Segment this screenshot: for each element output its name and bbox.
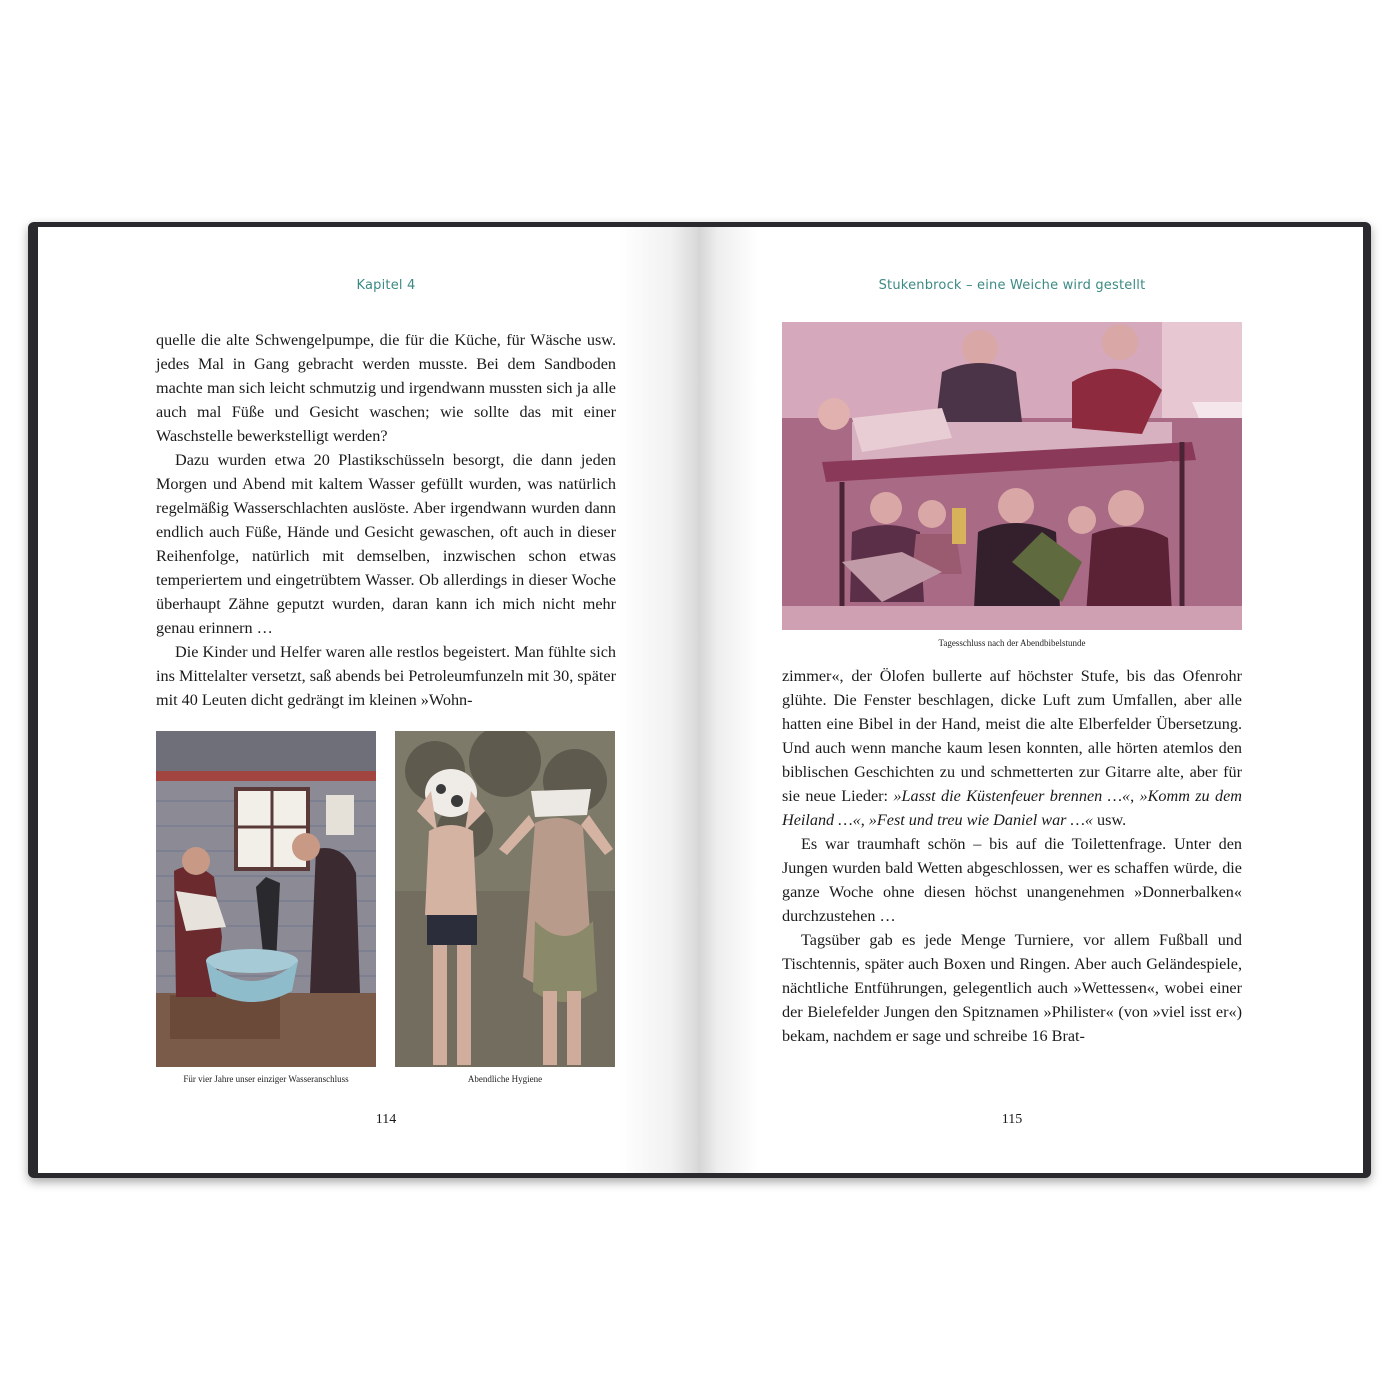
- left-paragraph: Dazu wurden etwa 20 Plastikschüsseln besorgt, die dann jeden Morgen und Abend mit kaltem Wasser gefüllt wurden, was natürlich regelmäßig Wasserschlachten auslöste. Aber irgendwann wurden dann endlich auch Füße, Hände und Gesicht gewaschen, oft auch in dieser Reihenfolge, natürlich mit demselben, inzwischen schon etwas temperiertem und eingetrübtem Wasser. Ob allerdings in dieser Woche überhaupt Zähne geputzt wurden, daran kann ich mich nicht mehr genau erinnern …: [156, 451, 616, 637]
- song-title: »Komm zu dem Heiland …«: [782, 787, 1242, 829]
- song-title: »Lasst die Küstenfeuer brennen …«: [893, 787, 1131, 805]
- separator: ,: [1130, 787, 1140, 805]
- running-header-left: Kapitel 4: [356, 278, 416, 293]
- left-paragraph: quelle die alte Schwengelpumpe, die für die Küche, für Wäsche usw. jedes Mal in Gang gebracht werden musste. Bei dem Sandboden machte man sich leicht schmutzig und irgendwann mussten sich ja alle auch mal Füße und Gesicht waschen; wie sollte das mit einer Waschstelle bewerkstelligt werden?: [156, 331, 616, 445]
- left-body-text: [156, 328, 616, 712]
- right-paragraph: Tagsüber gab es jede Menge Turniere, vor allem Fußball und Tischtennis, später auch Boxen und Ringen. Aber auch Geländespiele, nächtliche Entführungen, gelegentlich auch »Wettessen«, wobei einer der Bielefelder Jungen den Spitznamen »Philister« (von »viel isst er«) bekam, nachdem er sage und schreibe 16 Brat-: [782, 931, 1242, 1045]
- photo-caption: Abendliche Hygiene: [467, 1074, 543, 1084]
- right-paragraph: [782, 664, 1242, 832]
- separator: ,: [860, 811, 869, 829]
- paragraph-text: zimmer«, der Ölofen bullerte auf höchster Stufe, bis das Ofenrohr glühte. Die Fenster beschlagen, dicke Luft zum Umfallen, aber alle hatten eine Bibel in der Hand, meist die alte Elberfelder Übersetzung. Und auch wenn manche kaum lesen konnten, alle hörten atemlos den biblischen Geschichten zu und schmetterten zur Gitarre alte, aber für sie neue Lieder:: [782, 667, 1242, 805]
- song-title: »Fest und treu wie Daniel war …«: [868, 811, 1093, 829]
- running-header-right: Stukenbrock – eine Weiche wird gestellt: [878, 278, 1146, 293]
- photo-evening-hygiene: [395, 731, 615, 1067]
- paragraph-end: usw.: [1093, 811, 1127, 829]
- page-number-left: 114: [375, 1112, 397, 1127]
- photo-caption: Tagesschluss nach der Abendbibelstunde: [938, 638, 1086, 648]
- right-paragraph: Es war traumhaft schön – bis auf die Toilettenfrage. Unter den Jungen wurden bald Wetten abgeschlossen, wer es schaffen würde, die ganze Woche ohne diesen höchst unangenehmen »Donnerbalken« durchzustehen …: [782, 835, 1242, 925]
- left-paragraph: Die Kinder und Helfer waren alle restlos begeistert. Man fühlte sich ins Mittelalter versetzt, saß abends bei Petroleumfunzeln mit 30, später mit 40 Leuten dicht gedrängt im kleinen »Wohn-: [156, 643, 616, 709]
- photo-water-pump: [156, 731, 376, 1067]
- right-body-text: [782, 664, 1242, 1048]
- photo-caption: Für vier Jahre unser einziger Wasseranschluss: [183, 1074, 349, 1084]
- photo-bunk-beds: [782, 322, 1242, 630]
- page-number-right: 115: [1001, 1112, 1023, 1127]
